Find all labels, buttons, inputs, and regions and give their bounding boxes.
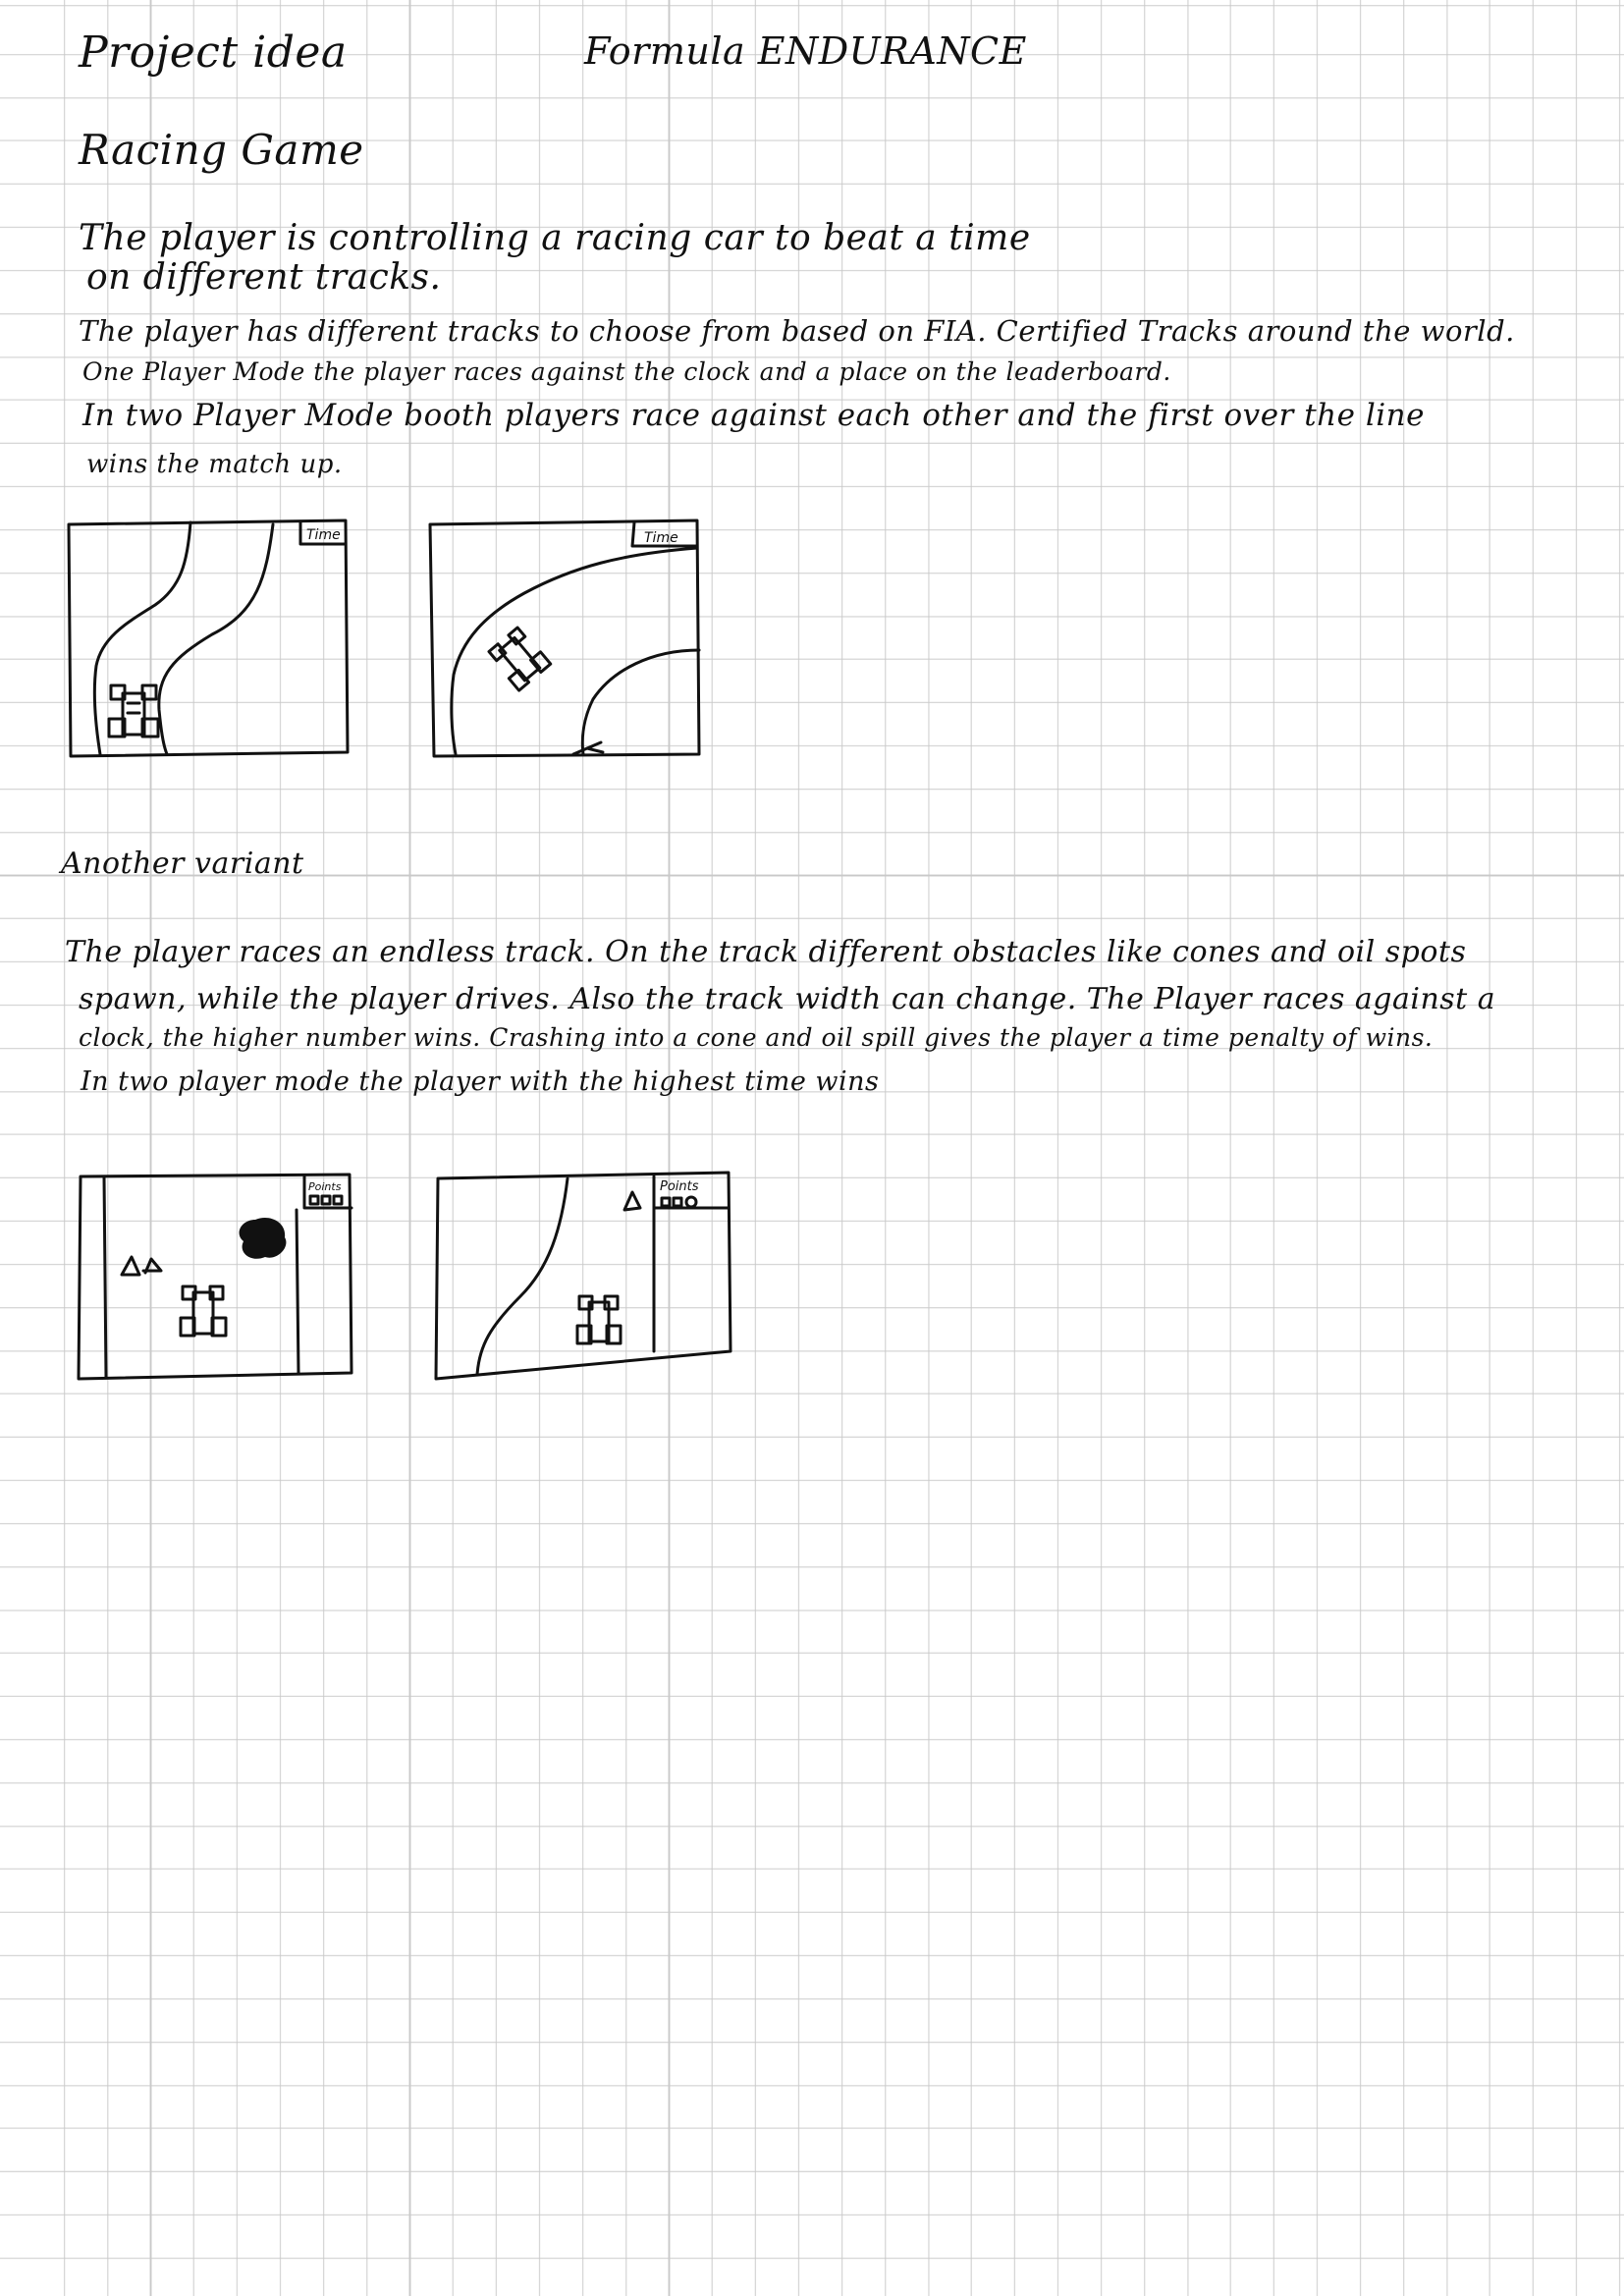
description-line-1: The player is controlling a racing car to beat a time (79, 218, 1031, 258)
project-idea-label: Project idea (79, 27, 348, 78)
variant-line-3: clock, the higher number wins. Crashing into a cone and oil spill gives the player a time penalty of wins. (79, 1023, 1434, 1052)
variant-line-4: In two player mode the player with the highest time wins (81, 1066, 880, 1097)
race-car-icon (487, 627, 550, 690)
description-line-4: One Player Mode the player races against the clock and a place on the leaderboard. (82, 357, 1171, 386)
description-line-2: on different tracks. (86, 257, 442, 298)
race-car-icon (577, 1296, 621, 1343)
section-heading-racing-game: Racing Game (79, 126, 364, 174)
track-sketch-curve (426, 513, 701, 758)
section-heading-another-variant: Another variant (61, 847, 304, 881)
points-label: Points (308, 1180, 342, 1193)
points-label: Points (660, 1179, 699, 1194)
race-car-icon (181, 1286, 226, 1336)
race-car-icon (109, 685, 158, 737)
description-line-6: wins the match up. (86, 450, 343, 479)
timer-label: Time (306, 527, 341, 543)
description-line-3: The player has different tracks to choose from based on FIA. Certified Tracks around the world. (79, 314, 1515, 348)
traffic-cone-icon (624, 1192, 640, 1210)
oil-spill-icon (240, 1218, 287, 1259)
variant-line-2: spawn, while the player drives. Also the track width can change. The Player races against a (79, 982, 1496, 1016)
traffic-cone-icon (143, 1259, 161, 1273)
endless-track-sketch-curve (432, 1169, 732, 1381)
game-title: Formula ENDURANCE (584, 29, 1027, 73)
track-sketch-straight (65, 519, 350, 758)
timer-label: Time (644, 530, 678, 546)
endless-track-sketch-obstacles (75, 1169, 353, 1381)
traffic-cone-icon (122, 1257, 139, 1275)
description-line-5: In two Player Mode booth players race against each other and the first over the line (82, 398, 1425, 433)
variant-line-1: The player races an endless track. On the track different obstacles like cones and oil spots (65, 935, 1467, 969)
